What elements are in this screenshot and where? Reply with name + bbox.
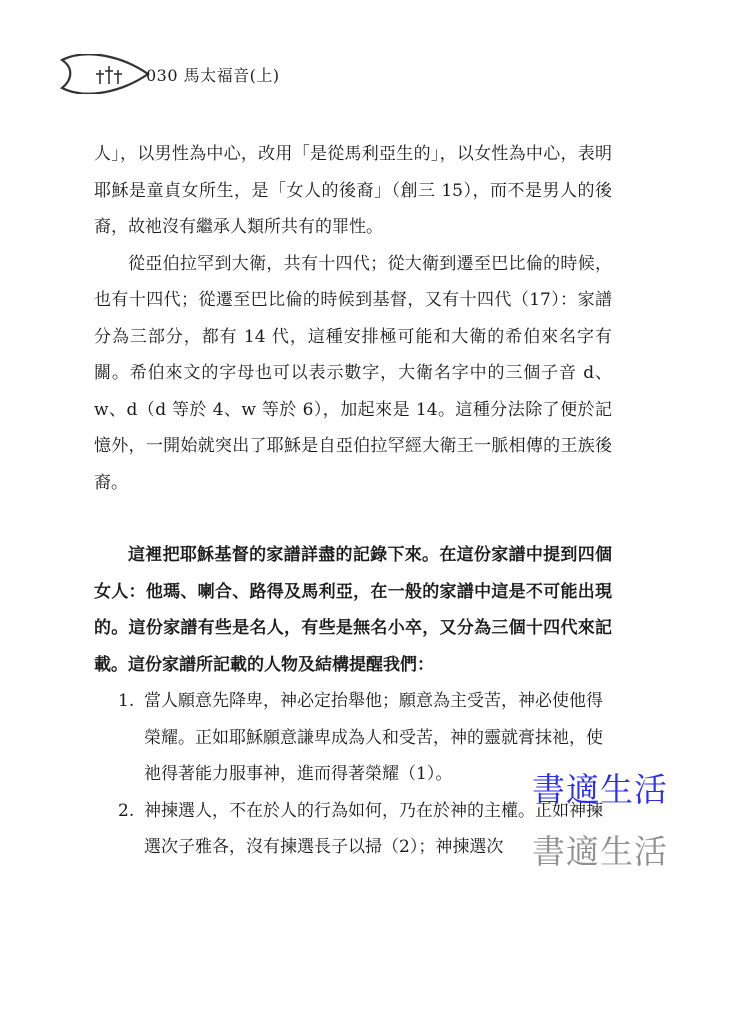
list-item-number: 1. [118, 691, 135, 711]
page-title: 030 馬太福音(上) [146, 65, 280, 85]
paragraph-summary: 這裡把耶穌基督的家譜詳盡的記錄下來。在這份家譜中提到四個女人：他瑪、喇合、路得及馬利亞，在一般的家譜中這是不可能出現的。這份家譜有些是名人，有些是無名小卒，又分為三個十四代來記載。這份家譜所記載的人物及結構提醒我們： [94, 545, 612, 675]
list-item-text: 當人願意先降卑，神必定抬舉他；願意為主受苦，神必使他得榮耀。正如耶穌願意謙卑成為人和受苦，神的靈就膏抹祂，使祂得著能力服事神，進而得著榮耀（1）。 [144, 691, 603, 784]
page-header [58, 54, 280, 94]
page-body [94, 136, 612, 866]
watermark-blue: 書適生活 [532, 770, 668, 809]
paragraph-genealogy-note: 從亞伯拉罕到大衛，共有十四代；從大衛到遷至巴比倫的時候，也有十四代；從遷至巴比倫的時候到基督，又有十四代（17）：家譜分為三部分，都有 14 代，這種安排極可能和大衛的希伯來名字有關。希伯來文的字母也可以表示數字，大衛名字中的三個子音 d、w、d（d 等於 4、w 等於 6），加起來是 14。這種分法除了便於記憶外，一開始就突出了耶穌是自亞伯拉罕經大衛王一脈相傳的王族後裔。 [94, 253, 612, 493]
watermark-gray: 書適生活 [532, 832, 668, 871]
list-item-text: 神揀選人，不在於人的行為如何，乃在於神的主權。正如神揀選次子雅各，沒有揀選長子以掃（2）；神揀選次 [144, 800, 603, 857]
list-item-number: 2. [118, 800, 135, 821]
ichthys-fish-icon [58, 54, 150, 94]
paragraph-continuation: 人」，以男性為中心，改用「是從馬利亞生的」，以女性為中心，表明耶穌是童貞女所生，是「女人的後裔」（創三 15），而不是男人的後裔，故祂沒有繼承人類所共有的罪性。 [94, 144, 612, 237]
